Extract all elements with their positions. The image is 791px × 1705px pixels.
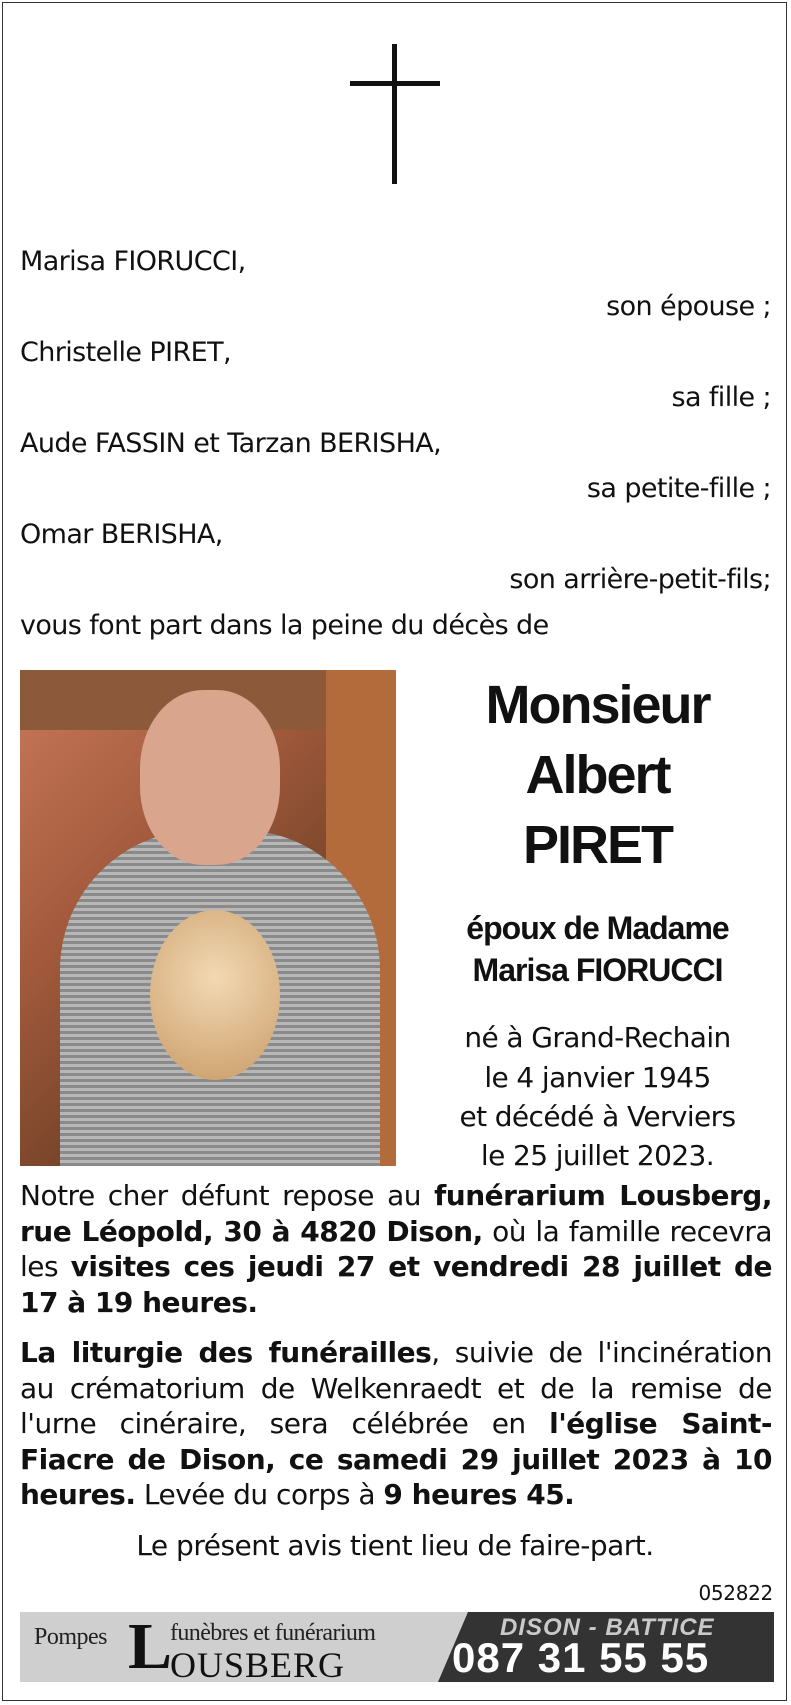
church-and-date: l'église Saint-Fiacre de Dison, ce samedi 29 juillet 2023 à 10 heures. [20, 1407, 773, 1511]
banner-pompes: Pompes [34, 1624, 108, 1650]
banner-funebres: funèbres et funérarium [170, 1620, 376, 1646]
banner-cities: DISON - BATTICE [500, 1614, 715, 1641]
visiting-hours: visites ces jeudi 27 et vendredi 28 juillet de 17 à 19 heures. [20, 1250, 773, 1319]
deceased-last-name: PIRET [522, 815, 673, 875]
repose-paragraph: Notre cher défunt repose au funérarium Lousberg, rue Léopold, 30 à 4820 Dison, où la famille recevra les visites ces jeudi 27 et vendredi 28 juillet de 17 à 19 heures. [20, 1179, 773, 1319]
brand-initial: L [128, 1612, 173, 1682]
birth-place: né à Grand-Rechain [464, 1021, 731, 1054]
birth-date: le 4 janvier 1945 [484, 1061, 711, 1094]
phone-number: 087 31 55 55 [452, 1634, 710, 1681]
family-member-name: Christelle PIRET, [20, 337, 231, 368]
family-member-name: Aude FASSIN et Tarzan BERISHA, [20, 428, 442, 459]
levee-time: 9 heures 45. [383, 1478, 575, 1511]
funerarium-address: funérarium Lousberg, rue Léopold, 30 à 4820 Dison, [20, 1179, 772, 1248]
faire-part-notice: Le présent avis tient lieu de faire-part. [136, 1529, 654, 1562]
portrait-photo [20, 670, 396, 1166]
cross-icon [350, 44, 440, 184]
death-date: le 25 juillet 2023. [480, 1139, 715, 1172]
family-member-relation: son arrière-petit-fils; [509, 564, 771, 595]
funeral-paragraph: La liturgie des funérailles, suivie de l'incinération au crématorium de Welkenraedt et de la remise de l'urne cinéraire, sera célébrée en l'église Saint-Fiacre de Dison, ce samedi 29 juillet 2023 à 10 heures. Levée du corps à 9 heures 45. [20, 1336, 773, 1511]
death-place: et décédé à Verviers [459, 1100, 736, 1133]
reference-number: 052822 [698, 1581, 773, 1605]
funeral-home-banner [20, 1612, 774, 1682]
intro-text: vous font part dans la peine du décès de [20, 610, 549, 641]
family-member-name: Omar BERISHA, [20, 519, 223, 550]
liturgy-label: La liturgie des funérailles [20, 1336, 432, 1369]
deceased-first-name: Albert [525, 745, 670, 805]
family-member-relation: sa petite-fille ; [586, 473, 771, 504]
spouse-line: époux de Madame [466, 910, 729, 946]
deceased-title: Monsieur [485, 675, 710, 735]
family-member-relation: sa fille ; [671, 382, 771, 413]
family-member-name: Marisa FIORUCCI, [20, 246, 246, 277]
family-member-relation: son épouse ; [606, 291, 771, 322]
brand-name: OUSBERG [170, 1645, 346, 1682]
spouse-name: Marisa FIORUCCI [472, 952, 723, 988]
